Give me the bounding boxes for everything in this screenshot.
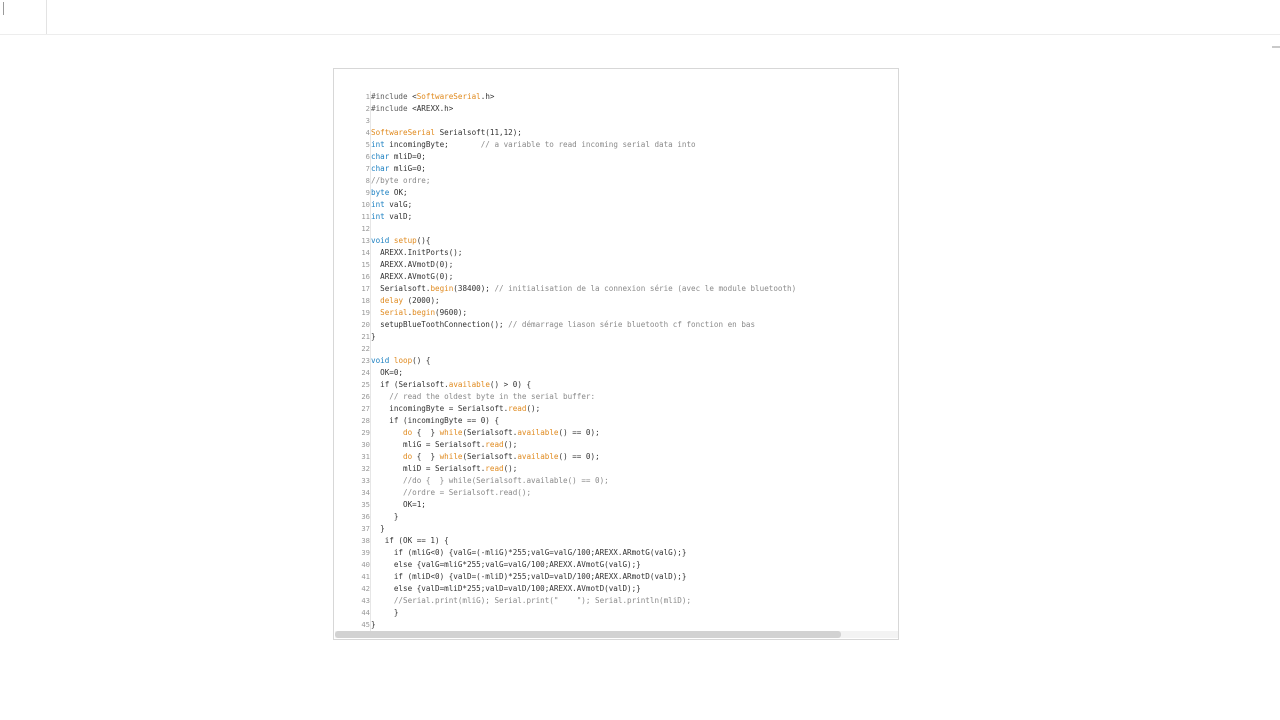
code-token: valG; <box>384 200 413 209</box>
line-number: 14 <box>361 248 370 257</box>
code-token: //byte ordre; <box>371 176 431 185</box>
line-number: 8 <box>365 176 370 185</box>
code-line-text[interactable] <box>371 307 898 319</box>
code-token: Serial <box>380 308 408 317</box>
line-number: 33 <box>361 476 370 485</box>
code-token: () > 0) { <box>489 380 532 389</box>
code-token: delay <box>380 296 404 305</box>
code-token: mliD = Serialsoft. <box>371 464 486 473</box>
code-line-text[interactable] <box>371 295 898 307</box>
code-token <box>371 428 403 437</box>
code-line-text[interactable] <box>371 487 898 499</box>
code-token: #include <box>371 104 413 113</box>
code-line <box>334 487 898 499</box>
code-line <box>334 403 898 415</box>
code-line <box>334 139 898 151</box>
code-token: { } <box>412 428 440 437</box>
code-line <box>334 151 898 163</box>
code-token: else {valG=mliG*255;valG=valG/100;AREXX.AVmotG(valG);} <box>371 560 641 569</box>
code-line <box>334 571 898 583</box>
line-number: 40 <box>361 560 370 569</box>
code-token: // démarrage liason série bluetooth cf fonction en bas <box>508 320 756 329</box>
code-token <box>371 596 394 605</box>
code-line-text[interactable] <box>371 427 898 439</box>
code-line <box>334 415 898 427</box>
code-line <box>334 511 898 523</box>
code-line-text[interactable] <box>371 319 898 331</box>
code-token: { } <box>412 452 440 461</box>
code-token: while <box>439 428 463 437</box>
code-line <box>334 391 898 403</box>
line-number: 20 <box>361 320 370 329</box>
code-line <box>334 103 898 115</box>
code-line-text[interactable] <box>371 247 898 259</box>
code-line-text[interactable] <box>371 151 898 163</box>
line-number: 45 <box>361 620 370 629</box>
code-token: begin <box>430 284 454 293</box>
code-line <box>334 283 898 295</box>
line-number: 21 <box>361 332 370 341</box>
line-number: 32 <box>361 464 370 473</box>
horizontal-scrollbar-thumb[interactable] <box>335 631 841 638</box>
code-line <box>334 319 898 331</box>
code-line-text[interactable] <box>371 367 898 379</box>
header-divider <box>0 34 1280 35</box>
code-token: } <box>371 608 399 617</box>
code-token: if <box>380 380 390 389</box>
line-number: 11 <box>361 212 370 221</box>
code-viewport[interactable] <box>334 69 898 639</box>
code-line <box>334 223 898 235</box>
code-token: //Serial.print(mliG); Serial.print(" "); Serial.println(mliD); <box>393 596 692 605</box>
code-line <box>334 235 898 247</box>
code-token <box>371 452 403 461</box>
code-line-text[interactable] <box>371 223 898 235</box>
code-line <box>334 175 898 187</box>
code-line-text[interactable] <box>371 91 898 103</box>
code-token: valD; <box>384 212 413 221</box>
code-listing <box>334 91 898 631</box>
code-line <box>334 355 898 367</box>
code-token: do <box>403 428 413 437</box>
code-token: mliG = Serialsoft. <box>371 440 486 449</box>
line-number: 18 <box>361 296 370 305</box>
code-token: AREXX.InitPorts(); <box>371 248 463 257</box>
code-line-text[interactable] <box>371 535 898 547</box>
code-line-text[interactable] <box>371 463 898 475</box>
code-line <box>334 247 898 259</box>
line-number: 26 <box>361 392 370 401</box>
code-token: } <box>371 332 376 341</box>
code-line <box>334 499 898 511</box>
code-token: void <box>371 236 390 245</box>
code-token: } <box>371 524 385 533</box>
code-token: (Serialsoft. <box>462 428 518 437</box>
code-token: while <box>439 452 463 461</box>
right-edge-marker <box>1272 46 1280 48</box>
code-line-text[interactable] <box>371 439 898 451</box>
code-line <box>334 607 898 619</box>
code-token: (38400); <box>453 284 495 293</box>
code-token: () == 0); <box>558 452 600 461</box>
code-line-text[interactable] <box>371 259 898 271</box>
code-token: int <box>371 140 385 149</box>
code-token: (); <box>503 440 518 449</box>
code-line-text[interactable] <box>371 199 898 211</box>
code-token: begin <box>412 308 436 317</box>
code-token: char <box>371 164 390 173</box>
code-token: if (mliG<0) {valG=(-mliG)*255;valG=valG/100;AREXX.ARmotG(valG);} <box>371 548 687 557</box>
code-line <box>334 307 898 319</box>
line-number: 17 <box>361 284 370 293</box>
code-token: //do { } while(Serialsoft.available() == 0); <box>403 476 609 485</box>
code-line-text[interactable] <box>371 451 898 463</box>
line-number: 38 <box>361 536 370 545</box>
code-line-text[interactable] <box>371 163 898 175</box>
code-token: setupBlueToothConnection(); <box>371 320 509 329</box>
code-line <box>334 535 898 547</box>
code-line <box>334 523 898 535</box>
line-number: 44 <box>361 608 370 617</box>
code-token <box>371 392 389 401</box>
code-line-text[interactable] <box>371 595 898 607</box>
code-line <box>334 199 898 211</box>
code-token: //ordre = Serialsoft.read(); <box>403 488 532 497</box>
code-line-text[interactable] <box>371 571 898 583</box>
code-token: available <box>517 452 559 461</box>
code-line-text[interactable] <box>371 403 898 415</box>
line-number: 13 <box>361 236 370 245</box>
code-token: available <box>517 428 559 437</box>
line-number: 3 <box>365 116 370 125</box>
code-token: do <box>403 452 413 461</box>
line-number: 30 <box>361 440 370 449</box>
code-line <box>334 163 898 175</box>
code-token: // a variable to read incoming serial data into <box>480 140 696 149</box>
horizontal-scrollbar[interactable] <box>335 631 899 638</box>
code-token: OK; <box>389 188 408 197</box>
line-number: 24 <box>361 368 370 377</box>
code-token <box>371 488 403 497</box>
code-token: else {valD=mliD*255;valD=valD/100;AREXX.AVmotD(valD);} <box>371 584 641 593</box>
code-token <box>371 308 380 317</box>
code-token: . <box>407 308 413 317</box>
code-token: read <box>485 440 504 449</box>
code-token: available <box>448 380 490 389</box>
code-line-text[interactable] <box>371 127 898 139</box>
code-token: incomingByte = Serialsoft. <box>371 404 509 413</box>
code-line-text[interactable] <box>371 331 898 343</box>
line-number: 7 <box>365 164 370 173</box>
line-number: 9 <box>365 188 370 197</box>
code-token: mliD=0; <box>389 152 426 161</box>
code-token: Serialsoft(11,12); <box>435 128 522 137</box>
code-line <box>334 439 898 451</box>
code-line-text[interactable] <box>371 271 898 283</box>
line-number: 25 <box>361 380 370 389</box>
code-token: < <box>412 92 417 101</box>
code-token: char <box>371 152 390 161</box>
code-token: read <box>508 404 527 413</box>
line-number: 15 <box>361 260 370 269</box>
line-number: 2 <box>365 104 370 113</box>
code-line-text[interactable] <box>371 391 898 403</box>
code-token: AREXX.AVmotG(0); <box>371 272 454 281</box>
code-token: () { <box>412 356 431 365</box>
code-token: (2000); <box>403 296 440 305</box>
code-token: } <box>371 620 376 629</box>
code-sheet <box>333 68 899 640</box>
code-line-text[interactable] <box>371 343 898 355</box>
code-token: } <box>371 512 399 521</box>
code-line-text[interactable] <box>371 235 898 247</box>
line-number: 34 <box>361 488 370 497</box>
code-line <box>334 427 898 439</box>
code-line-text[interactable] <box>371 103 898 115</box>
code-line <box>334 211 898 223</box>
code-token: (9600); <box>435 308 468 317</box>
line-number: 28 <box>361 416 370 425</box>
line-number: 41 <box>361 572 370 581</box>
code-line-text[interactable] <box>371 523 898 535</box>
code-line <box>334 91 898 103</box>
code-line-text[interactable] <box>371 547 898 559</box>
code-token: AREXX.AVmotD(0); <box>371 260 454 269</box>
code-line-text[interactable] <box>371 139 898 151</box>
code-token: setup <box>393 236 417 245</box>
code-line-text[interactable] <box>371 379 898 391</box>
line-number: 12 <box>361 224 370 233</box>
code-token: OK=1; <box>371 500 426 509</box>
line-number: 5 <box>365 140 370 149</box>
code-token: if (incomingByte == 0) { <box>371 416 500 425</box>
line-number: 39 <box>361 548 370 557</box>
code-token <box>371 380 380 389</box>
code-line-text[interactable] <box>371 187 898 199</box>
code-line <box>334 547 898 559</box>
code-token: SoftwareSerial <box>416 92 481 101</box>
code-token: int <box>371 212 385 221</box>
code-token: (); <box>503 464 518 473</box>
code-line <box>334 559 898 571</box>
code-token: () == 0); <box>558 428 600 437</box>
code-token: read <box>485 464 504 473</box>
code-line <box>334 463 898 475</box>
code-line-text[interactable] <box>371 559 898 571</box>
code-line-text[interactable] <box>371 211 898 223</box>
code-line <box>334 115 898 127</box>
code-line <box>334 595 898 607</box>
code-token: incomingByte; <box>384 140 481 149</box>
code-token: if (mliD<0) {valD=(-mliD)*255;valD=valD/100;AREXX.ARmotD(valD);} <box>371 572 687 581</box>
code-line-text[interactable] <box>371 607 898 619</box>
code-token: mliG=0; <box>389 164 426 173</box>
code-token: <AREXX.h> <box>412 104 454 113</box>
code-line-text[interactable] <box>371 511 898 523</box>
line-number: 36 <box>361 512 370 521</box>
line-number: 29 <box>361 428 370 437</box>
code-token: (); <box>526 404 541 413</box>
line-number: 1 <box>365 92 370 101</box>
code-line-text[interactable] <box>371 355 898 367</box>
code-line-text[interactable] <box>371 115 898 127</box>
code-line <box>334 475 898 487</box>
code-line-text[interactable] <box>371 619 898 631</box>
code-line <box>334 367 898 379</box>
code-line <box>334 343 898 355</box>
line-number: 42 <box>361 584 370 593</box>
code-token <box>371 296 380 305</box>
line-number: 19 <box>361 308 370 317</box>
code-token: // initialisation de la connexion série (avec le module bluetooth) <box>494 284 797 293</box>
line-number: 6 <box>365 152 370 161</box>
code-line-text[interactable] <box>371 175 898 187</box>
code-line <box>334 127 898 139</box>
line-number: 43 <box>361 596 370 605</box>
code-token: if (OK == 1) { <box>371 536 449 545</box>
code-line <box>334 271 898 283</box>
code-line <box>334 619 898 631</box>
code-line <box>334 295 898 307</box>
code-token: SoftwareSerial <box>371 128 436 137</box>
code-line-text[interactable] <box>371 475 898 487</box>
code-line <box>334 187 898 199</box>
code-token: OK=0; <box>371 368 404 377</box>
code-token <box>371 476 403 485</box>
line-number: 16 <box>361 272 370 281</box>
code-line-text[interactable] <box>371 499 898 511</box>
code-token: // read the oldest byte in the serial buffer: <box>389 392 596 401</box>
code-token: int <box>371 200 385 209</box>
code-token: loop <box>393 356 413 365</box>
line-number: 35 <box>361 500 370 509</box>
code-line-text[interactable] <box>371 415 898 427</box>
page-corner-marker <box>0 0 47 35</box>
code-token: (){ <box>416 236 431 245</box>
line-number: 10 <box>361 200 370 209</box>
line-number: 23 <box>361 356 370 365</box>
line-number: 37 <box>361 524 370 533</box>
code-token: (Serialsoft. <box>462 452 518 461</box>
code-line <box>334 259 898 271</box>
code-line-text[interactable] <box>371 283 898 295</box>
code-line <box>334 379 898 391</box>
line-number: 31 <box>361 452 370 461</box>
code-line-text[interactable] <box>371 583 898 595</box>
code-token: #include <box>371 92 413 101</box>
code-token: .h> <box>480 92 495 101</box>
code-line <box>334 331 898 343</box>
code-token: (Serialsoft. <box>389 380 449 389</box>
code-line <box>334 583 898 595</box>
line-number: 22 <box>361 344 370 353</box>
code-token: Serialsoft. <box>371 284 431 293</box>
line-number: 4 <box>365 128 370 137</box>
code-token: void <box>371 356 390 365</box>
code-token: byte <box>371 188 390 197</box>
code-line <box>334 451 898 463</box>
line-number: 27 <box>361 404 370 413</box>
